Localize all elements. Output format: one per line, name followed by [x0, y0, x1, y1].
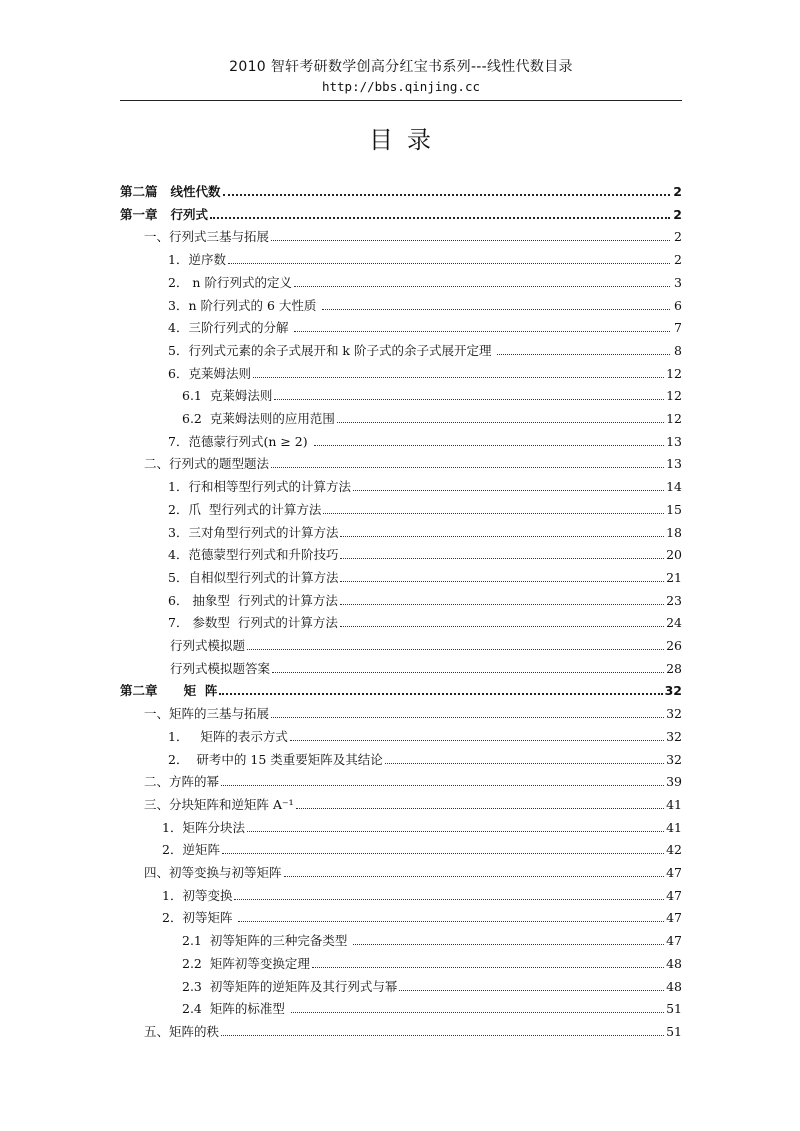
- toc-entry-page: 2: [673, 206, 682, 222]
- toc-leader-dots: [238, 921, 664, 922]
- toc-leader-dots: [253, 377, 664, 378]
- toc-entry[interactable]: [120, 382, 682, 404]
- toc-entry-label: 5．自相似型行列式的计算方法: [168, 569, 339, 585]
- toc-entry[interactable]: [120, 269, 682, 291]
- toc-entry[interactable]: [120, 995, 682, 1017]
- toc-entry-label: 5．行列式元素的余子式展开和 k 阶子式的余子式展开定理: [168, 342, 496, 358]
- toc-entry-label: 五、矩阵的秩: [144, 1023, 220, 1039]
- toc-entry-page: 2: [674, 252, 682, 268]
- toc-entry[interactable]: [120, 1018, 682, 1040]
- toc-entry[interactable]: [120, 700, 682, 722]
- toc-entry[interactable]: [120, 814, 682, 836]
- toc-leader-dots: [271, 717, 664, 718]
- toc-entry-page: 6: [674, 297, 682, 313]
- toc-leader-dots: [247, 649, 664, 650]
- toc-entry-label: 第二章 矩 阵: [120, 683, 218, 699]
- toc-entry-page: 24: [666, 615, 682, 631]
- toc-leader-dots: [234, 899, 664, 900]
- page-header: [120, 58, 682, 96]
- toc-leader-dots: [290, 740, 664, 741]
- toc-entry-label: 四、初等变换与初等矩阵: [144, 865, 282, 880]
- toc-leader-dots: [385, 763, 664, 764]
- toc-entry-page: 48: [666, 978, 682, 994]
- toc-entry[interactable]: [120, 564, 682, 586]
- toc-entry-page: 18: [666, 524, 682, 540]
- toc-entry[interactable]: [120, 632, 682, 654]
- toc-entry-page: 26: [666, 638, 682, 653]
- toc-entry[interactable]: [120, 473, 682, 495]
- toc-entry[interactable]: [120, 223, 682, 245]
- toc-entry-page: 32: [664, 683, 682, 699]
- toc-leader-dots: [219, 693, 662, 695]
- toc-entry[interactable]: [120, 950, 682, 972]
- toc-entry-label: 7． 参数型 行列式的计算方法: [168, 615, 338, 631]
- toc-entry-page: 28: [666, 660, 682, 676]
- toc-entry-label: 一、行列式三基与拓展: [144, 229, 270, 245]
- toc-entry-label: 1．逆序数: [168, 252, 226, 268]
- toc-entry-label: 4．三阶行列式的分解: [168, 320, 293, 336]
- toc-entry-page: 47: [666, 865, 682, 880]
- toc-entry-label: 7．范德蒙行列式(n ≥ 2): [168, 433, 312, 449]
- toc-entry-label: 3．n 阶行列式的 6 大性质: [168, 297, 321, 313]
- toc-entry-page: 13: [666, 456, 682, 472]
- toc-entry[interactable]: [120, 859, 682, 881]
- toc-leader-dots: [271, 467, 664, 468]
- toc-entry-label: 行列式模拟题答案: [170, 660, 271, 676]
- toc-entry-page: 47: [666, 933, 682, 949]
- toc-entry[interactable]: [120, 246, 682, 268]
- toc-entry-label: 2.2 矩阵初等变换定理: [182, 955, 310, 971]
- toc-entry-label: 2． n 阶行列式的定义: [168, 274, 292, 290]
- toc-entry-page: 8: [674, 342, 682, 358]
- toc-entry[interactable]: [120, 768, 682, 790]
- toc-entry-label: 第一章 行列式: [120, 206, 209, 222]
- toc-entry-page: 13: [666, 433, 682, 449]
- header-title: 2010 智轩考研数学创高分红宝书系列---线性代数目录: [229, 59, 573, 75]
- toc-leader-dots: [272, 672, 664, 673]
- toc-entry-page: 12: [666, 411, 682, 426]
- toc-leader-dots: [337, 422, 664, 423]
- toc-entry-page: 21: [666, 569, 682, 585]
- toc-entry-page: 15: [666, 501, 682, 517]
- toc-leader-dots: [296, 808, 664, 809]
- toc-entry-label: 1． 矩阵的表示方式: [168, 728, 288, 744]
- toc-entry[interactable]: [120, 677, 682, 699]
- toc-entry-page: 32: [666, 706, 682, 722]
- header-url[interactable]: http://bbs.qinjing.cc: [321, 79, 481, 94]
- toc-leader-dots: [353, 490, 664, 491]
- toc-entry-label: 6．克莱姆法则: [168, 365, 251, 381]
- toc-leader-dots: [353, 944, 664, 945]
- toc-leader-dots: [340, 558, 664, 559]
- toc-leader-dots: [322, 309, 670, 310]
- toc-leader-dots: [284, 876, 665, 877]
- toc-entry[interactable]: [120, 201, 682, 223]
- toc-entry-label: 6.2 克莱姆法则的应用范围: [182, 411, 335, 426]
- toc-entry-page: 48: [666, 955, 682, 971]
- toc-entry-page: 20: [666, 547, 682, 563]
- toc-entry-page: 47: [666, 910, 682, 926]
- toc-entry[interactable]: [120, 587, 682, 609]
- toc-entry-label: 1．初等变换: [162, 887, 233, 903]
- toc-entry[interactable]: [120, 541, 682, 563]
- toc-leader-dots: [271, 240, 670, 241]
- toc-entry[interactable]: [120, 927, 682, 949]
- toc-entry-page: 41: [666, 819, 682, 835]
- toc-leader-dots: [294, 286, 670, 287]
- toc-entry-page: 7: [674, 320, 682, 336]
- toc-entry[interactable]: [120, 178, 682, 200]
- toc-entry[interactable]: [120, 496, 682, 518]
- toc-entry-page: 39: [666, 774, 682, 790]
- toc-entry-page: 51: [666, 1023, 682, 1039]
- toc-entry-page: 12: [666, 365, 682, 381]
- header-divider: [120, 100, 682, 101]
- toc-entry[interactable]: [120, 519, 682, 541]
- toc-entry-label: 二、行列式的题型题法: [144, 456, 270, 472]
- toc-entry[interactable]: [120, 337, 682, 359]
- toc-entry[interactable]: [120, 360, 682, 382]
- toc-entry-page: 47: [666, 887, 682, 903]
- toc-leader-dots: [340, 604, 664, 605]
- toc-leader-dots: [340, 626, 664, 627]
- toc-entry-label: 二、方阵的幂: [144, 774, 220, 790]
- toc-leader-dots: [221, 1035, 664, 1036]
- toc-leader-dots: [399, 990, 664, 991]
- toc-entry-label: 1．行和相等型行列式的计算方法: [168, 479, 351, 495]
- toc-leader-dots: [247, 831, 664, 832]
- toc-entry-page: 14: [666, 479, 682, 495]
- toc-entry-page: 2: [674, 229, 682, 245]
- toc-entry-label: 4．范德蒙型行列式和升阶技巧: [168, 547, 339, 563]
- toc-entry-page: 23: [666, 592, 682, 608]
- toc-entry-page: 51: [666, 1001, 682, 1017]
- toc-entry-page: 32: [666, 728, 682, 744]
- toc-entry-label: 2．初等矩阵: [162, 910, 237, 926]
- toc-entry-page: 41: [666, 796, 682, 812]
- toc-leader-dots: [222, 853, 664, 854]
- toc-entry-label: 第二篇 线性代数: [120, 184, 221, 199]
- toc-entry-page: 2: [673, 184, 682, 199]
- toc-entry-label: 2．逆矩阵: [162, 842, 220, 858]
- toc-entry-label: 1．矩阵分块法: [162, 819, 245, 835]
- toc-leader-dots: [312, 967, 664, 968]
- toc-entry-label: 三、分块矩阵和逆矩阵 A⁻¹: [144, 796, 294, 812]
- toc-leader-dots: [223, 194, 670, 196]
- toc-entry[interactable]: [120, 791, 682, 813]
- toc-leader-dots: [323, 513, 664, 514]
- toc-entry-page: 32: [666, 751, 682, 767]
- toc-entry-label: 6.1 克莱姆法则: [182, 388, 273, 404]
- toc-entry-page: 12: [666, 388, 682, 404]
- toc-leader-dots: [221, 785, 664, 786]
- toc-leader-dots: [340, 536, 664, 537]
- toc-leader-dots: [340, 581, 664, 582]
- toc-entry[interactable]: [120, 882, 682, 904]
- toc-entry-label: 6． 抽象型 行列式的计算方法: [168, 592, 338, 608]
- toc-entry-label: 2．爪 型行列式的计算方法: [168, 501, 322, 517]
- toc-leader-dots: [314, 445, 664, 446]
- toc-leader-dots: [294, 331, 670, 332]
- toc-entry-label: 2． 研考中的 15 类重要矩阵及其结论: [168, 751, 383, 767]
- toc-entry-label: 3．三对角型行列式的计算方法: [168, 524, 339, 540]
- toc-leader-dots: [274, 399, 664, 400]
- toc-entry[interactable]: [120, 836, 682, 858]
- toc-entry-page: 42: [666, 842, 682, 858]
- toc-entry[interactable]: [120, 314, 682, 336]
- toc-entry[interactable]: [120, 973, 682, 995]
- toc-entry-label: 行列式模拟题: [170, 638, 246, 653]
- toc-leader-dots: [210, 217, 670, 219]
- toc-entry[interactable]: [120, 655, 682, 677]
- page-title: 目录: [369, 126, 445, 154]
- toc-entry-label: 2.1 初等矩阵的三种完备类型: [182, 933, 352, 949]
- toc-entry[interactable]: [120, 723, 682, 745]
- toc-entry[interactable]: [120, 428, 682, 450]
- toc-entry-page: 3: [674, 274, 682, 290]
- toc-entry-label: 一、矩阵的三基与拓展: [144, 706, 270, 722]
- toc-leader-dots: [291, 1012, 664, 1013]
- toc-entry[interactable]: [120, 405, 682, 427]
- toc-entry[interactable]: [120, 746, 682, 768]
- toc-leader-dots: [228, 263, 670, 264]
- toc-entry[interactable]: [120, 292, 682, 314]
- toc-entry[interactable]: [120, 904, 682, 926]
- toc-entry[interactable]: [120, 450, 682, 472]
- toc-entry-label: 2.3 初等矩阵的逆矩阵及其行列式与幂: [182, 978, 398, 994]
- toc-leader-dots: [497, 354, 670, 355]
- toc-entry-label: 2.4 矩阵的标准型: [182, 1001, 289, 1017]
- toc-entry[interactable]: [120, 609, 682, 631]
